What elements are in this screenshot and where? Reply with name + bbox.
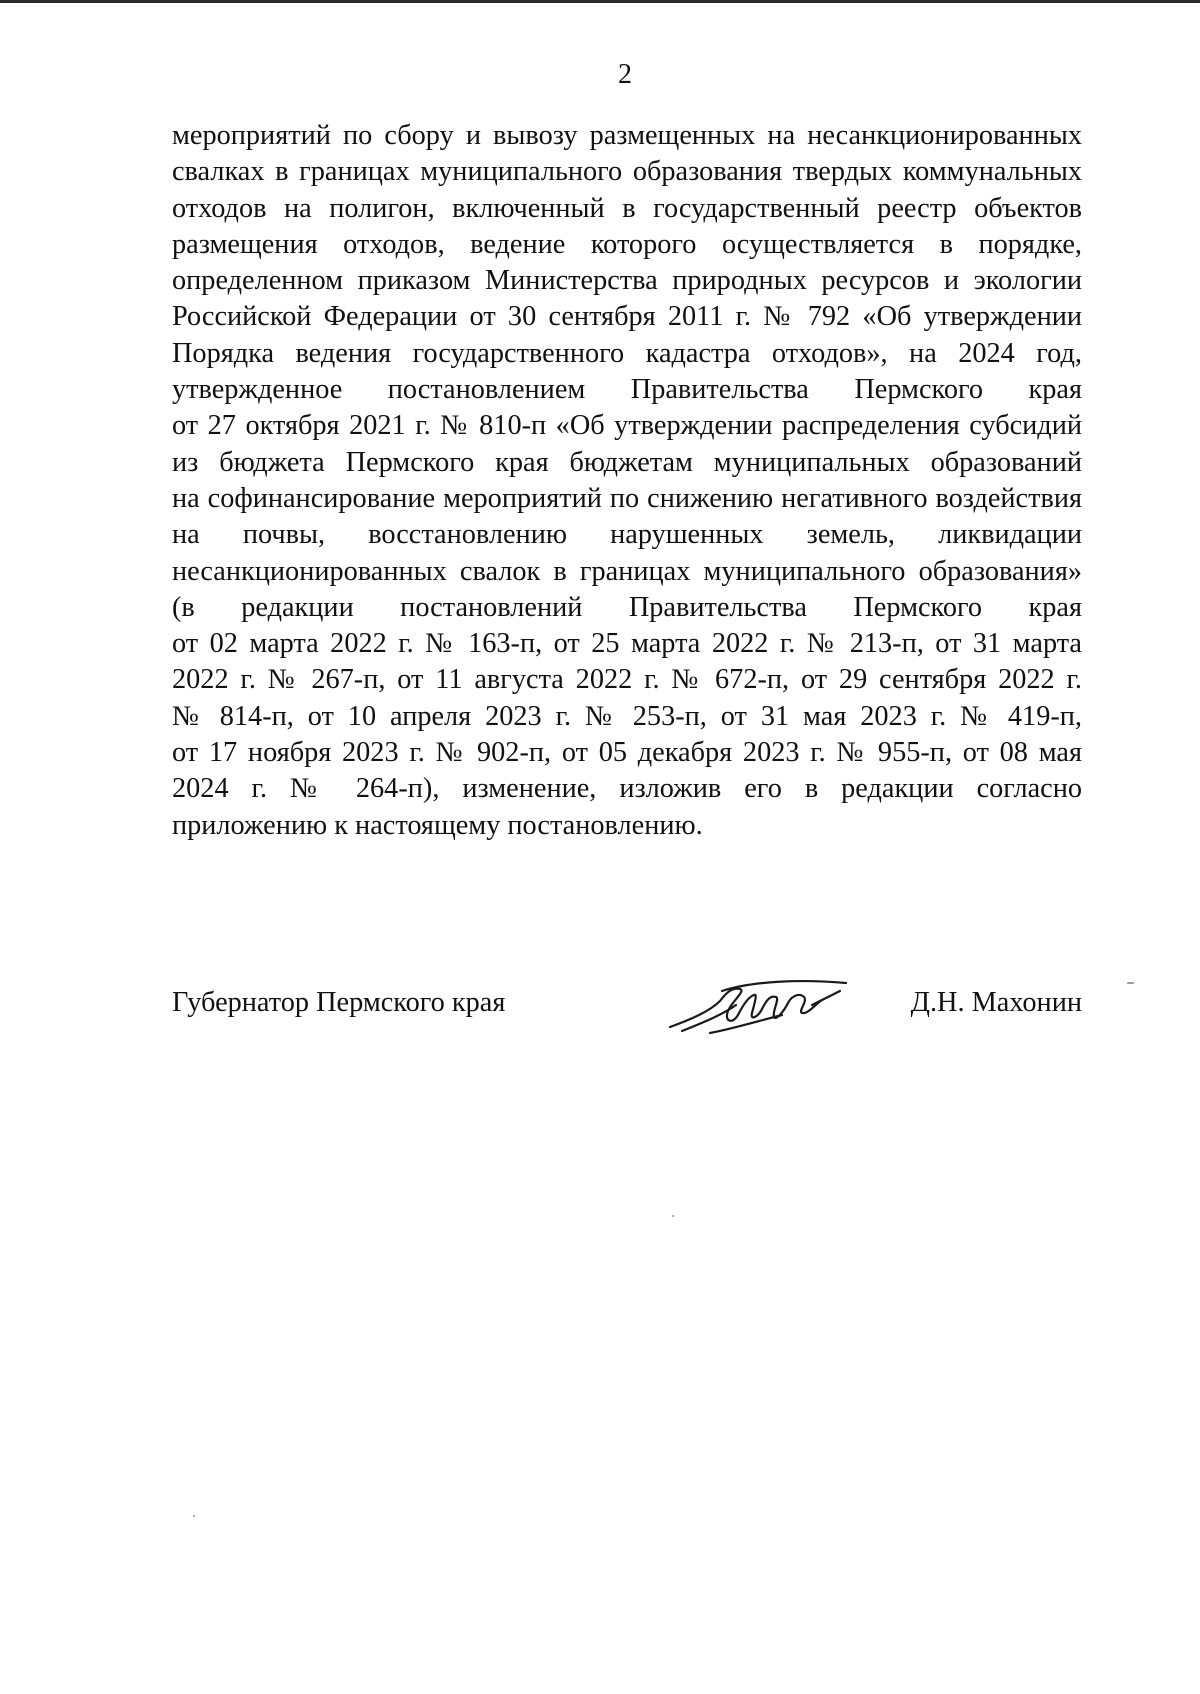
body-line: на почвы, восстановлению нарушенных земель, ликвидации	[172, 519, 1082, 551]
signer-position: Губернатор Пермского края	[172, 987, 506, 1018]
signature-block	[172, 985, 1082, 1055]
body-line: несанкционированных свалок в границах муниципального образования»	[172, 555, 1082, 587]
body-line: от 17 ноября 2023 г. № 902-п, от 05 декабря 2023 г. № 955-п, от 08 мая	[172, 737, 1082, 769]
signer-name: Д.Н. Махонин	[910, 987, 1082, 1018]
body-line: отходов на полигон, включенный в государственный реестр объектов	[172, 192, 1082, 224]
body-line: Порядка ведения государственного кадастра отходов», на 2024 год,	[172, 337, 1082, 369]
scan-speck	[672, 1215, 674, 1217]
body-line: 2024 г. № 264-п), изменение, изложив его в редакции согласно	[172, 773, 1082, 805]
handwritten-signature	[662, 971, 852, 1041]
body-line: мероприятий по сбору и вывозу размещенных на несанкционированных	[172, 120, 1082, 151]
body-line: (в редакции постановлений Правительства Пермского края	[172, 591, 1082, 623]
body-line: Российской Федерации от 30 сентября 2011 г. № 792 «Об утверждении	[172, 301, 1082, 333]
body-text	[172, 118, 1082, 844]
scan-top-edge	[0, 0, 1200, 3]
body-line: определенном приказом Министерства природных ресурсов и экологии	[172, 265, 1082, 297]
scan-speck	[193, 1515, 195, 1517]
body-line: размещения отходов, ведение которого осуществляется в порядке,	[172, 228, 1082, 260]
body-line: приложению к настоящему постановлению.	[172, 809, 703, 841]
body-line: свалках в границах муниципального образования твердых коммунальных	[172, 156, 1082, 188]
body-line: 2022 г. № 267-п, от 11 августа 2022 г. № 672-п, от 29 сентября 2022 г.	[172, 664, 1082, 696]
body-line: утвержденное постановлением Правительства Пермского края	[172, 374, 1082, 406]
body-line: на софинансирование мероприятий по снижению негативного воздействия	[172, 482, 1082, 514]
body-line: от 27 октября 2021 г. № 810-п «Об утверждении распределения субсидий	[172, 410, 1082, 442]
scan-speck	[1127, 982, 1134, 984]
page-number: 2	[618, 59, 632, 90]
body-line: от 02 марта 2022 г. № 163-п, от 25 марта 2022 г. № 213-п, от 31 марта	[172, 628, 1082, 660]
body-line: № 814-п, от 10 апреля 2023 г. № 253-п, от 31 мая 2023 г. № 419-п,	[172, 700, 1082, 732]
body-line: из бюджета Пермского края бюджетам муниципальных образований	[172, 446, 1082, 478]
